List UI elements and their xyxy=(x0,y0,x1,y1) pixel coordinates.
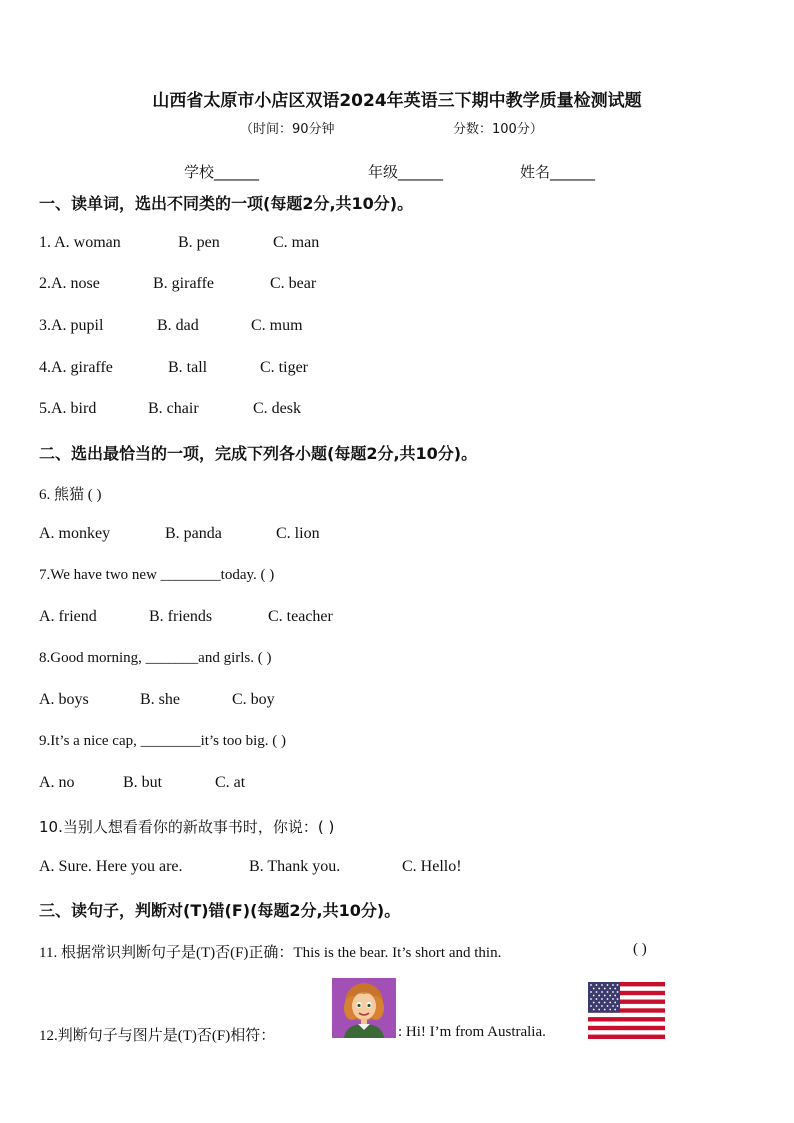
q8-option-b: B. she xyxy=(140,691,180,708)
q11-answer-paren: ( ) xyxy=(633,941,647,957)
q9-option-b: B. but xyxy=(123,774,163,791)
exam-time: （时间：90分钟 xyxy=(240,122,335,137)
us-flag-picture xyxy=(588,982,665,1039)
q6-option-c: C. lion xyxy=(276,525,320,542)
q4-option-b: B. tall xyxy=(168,359,208,376)
q12-sentence: : Hi! I’m from Australia. xyxy=(398,1024,546,1040)
q2-option-b: B. giraffe xyxy=(153,275,215,292)
q9-option-a: A. no xyxy=(39,774,75,791)
section-2-heading: 二、选出最恰当的一项，完成下列各小题(每题2分,共10分)。 xyxy=(39,444,478,463)
q6-stem: 6. 熊猫 ( ) xyxy=(39,487,102,503)
q10-option-b: B. Thank you. xyxy=(249,858,341,875)
section-1-heading: 一、读单词，选出不同类的一项(每题2分,共10分)。 xyxy=(39,194,414,213)
q10-option-c: C. Hello! xyxy=(402,858,462,875)
grade-field: 年级______ xyxy=(368,163,444,181)
q3-option-b: B. dad xyxy=(157,317,199,334)
exam-score: 分数：100分） xyxy=(453,122,543,137)
name-field: 姓名______ xyxy=(520,163,596,181)
q2-option-c: C. bear xyxy=(270,275,317,292)
girl-picture xyxy=(332,978,396,1038)
q8-option-c: C. boy xyxy=(232,691,275,708)
q5-option-a: 5.A. bird xyxy=(39,400,97,417)
q1-option-c: C. man xyxy=(273,234,320,251)
q8-option-a: A. boys xyxy=(39,691,89,708)
q7-stem: 7.We have two new ________today. ( ) xyxy=(39,567,275,583)
q3-option-a: 3.A. pupil xyxy=(39,317,104,334)
q10-stem: 10.当别人想看看你的新故事书时，你说：( ) xyxy=(39,818,335,836)
q9-option-c: C. at xyxy=(215,774,246,791)
q2-option-a: 2.A. nose xyxy=(39,275,100,292)
q11-stem: 11. 根据常识判断句子是(T)否(F)正确：This is the bear. It’s short and thin. xyxy=(39,945,502,961)
q9-stem: 9.It’s a nice cap, ________it’s too big. ( ) xyxy=(39,733,287,749)
q6-option-a: A. monkey xyxy=(39,525,111,542)
q7-option-c: C. teacher xyxy=(268,608,333,625)
q8-stem: 8.Good morning, _______and girls. ( ) xyxy=(39,650,272,666)
q1-option-a: 1. A. woman xyxy=(39,234,121,251)
q1-option-b: B. pen xyxy=(178,234,220,251)
q4-option-c: C. tiger xyxy=(260,359,308,376)
q5-option-c: C. desk xyxy=(253,400,301,417)
q12-stem: 12.判断句子与图片是(T)否(F)相符： xyxy=(39,1028,276,1044)
q7-option-a: A. friend xyxy=(39,608,97,625)
q6-option-b: B. panda xyxy=(165,525,222,542)
school-field: 学校______ xyxy=(184,163,260,181)
page-title: 山西省太原市小店区双语2024年英语三下期中教学质量检测试题 xyxy=(152,91,642,111)
q3-option-c: C. mum xyxy=(251,317,303,334)
section-3-heading: 三、读句子，判断对(T)错(F)(每题2分,共10分)。 xyxy=(39,901,401,920)
q5-option-b: B. chair xyxy=(148,400,199,417)
q4-option-a: 4.A. giraffe xyxy=(39,359,113,376)
q7-option-b: B. friends xyxy=(149,608,213,625)
q10-option-a: A. Sure. Here you are. xyxy=(39,858,183,875)
